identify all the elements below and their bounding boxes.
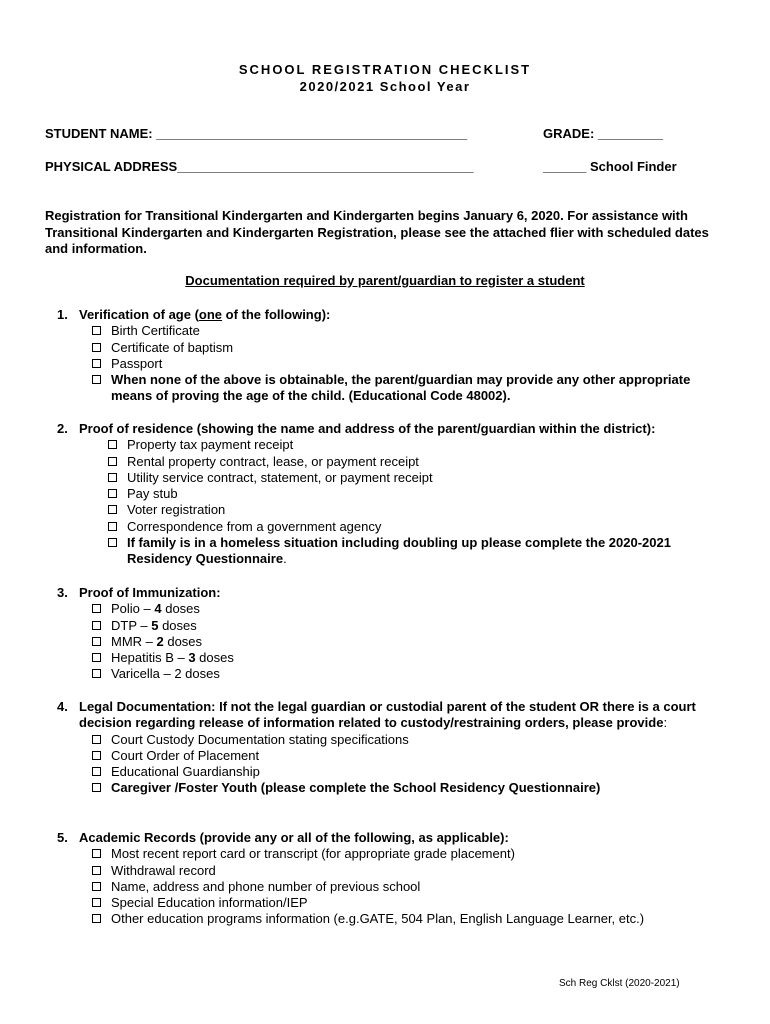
checkbox-icon[interactable] [92, 849, 101, 858]
documentation-heading: Documentation required by parent/guardian to register a student [185, 273, 585, 288]
section-title-b: of the following): [222, 307, 331, 322]
list-item [92, 666, 735, 682]
school-year: 2020/2021 School Year [299, 79, 471, 94]
list-item [92, 634, 735, 650]
section-heading [45, 830, 735, 846]
checkbox-icon[interactable] [92, 621, 101, 630]
item-label: Certificate of baptism [111, 339, 234, 355]
item-label: Utility service contract, statement, or payment receipt [127, 469, 433, 485]
section-title: Proof of Immunization: [79, 585, 221, 600]
checkbox-icon[interactable] [92, 735, 101, 744]
checkbox-icon[interactable] [92, 604, 101, 613]
section-title-text: Legal Documentation: If not the legal guardian or custodial parent of the student OR there is a court decision regarding release of information related to custody/restraining orders, please provide [79, 699, 696, 731]
student-name-field: STUDENT NAME: ___________________________________________ [45, 126, 468, 141]
item-period: . [283, 551, 287, 567]
section-immunization [45, 585, 735, 683]
vaccine-name: MMR – [111, 633, 157, 649]
checklist [92, 846, 735, 927]
list-item [92, 911, 735, 927]
checkbox-icon[interactable] [108, 440, 117, 449]
list-item [108, 502, 735, 518]
checkbox-icon[interactable] [92, 767, 101, 776]
list-item [92, 601, 735, 617]
section-title [79, 307, 735, 323]
checkbox-icon[interactable] [108, 473, 117, 482]
list-item [108, 486, 735, 502]
list-item [92, 650, 735, 666]
section-title: Academic Records (provide any or all of the following, as applicable): [79, 830, 509, 845]
item-label [111, 650, 234, 666]
list-item [92, 863, 735, 879]
dose-count: 4 [154, 601, 162, 617]
dose-count: 5 [151, 617, 159, 633]
item-label: Rental property contract, lease, or payment receipt [127, 453, 419, 469]
section-title [79, 699, 735, 732]
checkbox-icon[interactable] [108, 457, 117, 466]
item-label [111, 666, 220, 682]
section-title-a: Verification of age ( [79, 307, 199, 322]
section-number: 5. [57, 830, 68, 845]
item-label: Educational Guardianship [111, 764, 260, 780]
checkbox-icon[interactable] [92, 914, 101, 923]
section-number: 1. [57, 307, 68, 322]
checkbox-icon[interactable] [92, 343, 101, 352]
checkbox-icon[interactable] [92, 326, 101, 335]
checkbox-icon[interactable] [92, 898, 101, 907]
item-label: Court Custody Documentation stating specifications [111, 731, 409, 747]
section-title: Proof of residence (showing the name and address of the parent/guardian within the district): [79, 421, 656, 436]
registration-intro: Registration for Transitional Kindergarten and Kindergarten begins January 6, 2020. For assistance with Transitional Kindergarten and Kindergarten Registration, please see the attached flier with scheduled dates and information. [45, 208, 709, 256]
checkbox-icon[interactable] [92, 359, 101, 368]
item-label: Voter registration [127, 502, 226, 518]
dose-unit: doses [161, 601, 200, 617]
checklist [108, 437, 735, 567]
section-title-colon: : [663, 715, 668, 731]
item-label: Pay stub [127, 486, 178, 502]
section-residence [45, 421, 735, 568]
item-label [111, 601, 200, 617]
grade-field: GRADE: _________ [543, 126, 663, 141]
checkbox-icon[interactable] [92, 375, 101, 384]
list-item [92, 356, 735, 372]
list-item [92, 879, 735, 895]
checkbox-icon[interactable] [92, 653, 101, 662]
list-item [92, 895, 735, 911]
section-title-one: one [198, 307, 223, 322]
school-finder-field: ______ School Finder [543, 159, 677, 174]
checkbox-icon[interactable] [92, 783, 101, 792]
list-item [92, 372, 735, 405]
checklist [92, 323, 735, 404]
item-label [111, 634, 202, 650]
item-label [111, 618, 197, 634]
document-title: SCHOOL REGISTRATION CHECKLIST [238, 62, 532, 77]
list-item [92, 846, 735, 862]
list-item [108, 519, 735, 535]
checkbox-icon[interactable] [108, 489, 117, 498]
footer-code: Sch Reg Cklst (2020-2021) [559, 978, 680, 989]
section-number: 4. [57, 699, 68, 714]
item-label: Property tax payment receipt [127, 437, 294, 453]
item-label-wrap [127, 535, 735, 568]
vaccine-name: DTP – [111, 617, 152, 633]
list-item [108, 535, 735, 568]
dose-count: 2 [156, 633, 164, 649]
section-academic [45, 830, 735, 928]
list-item [92, 618, 735, 634]
checkbox-icon[interactable] [92, 669, 101, 678]
item-label: Most recent report card or transcript (for appropriate grade placement) [111, 846, 515, 862]
section-legal [45, 699, 735, 797]
dose-count: 3 [188, 650, 196, 666]
checkbox-icon[interactable] [92, 751, 101, 760]
checkbox-icon[interactable] [92, 637, 101, 646]
item-label: Caregiver /Foster Youth (please complete the School Residency Questionnaire) [111, 780, 601, 796]
checkbox-icon[interactable] [92, 866, 101, 875]
section-heading [45, 585, 735, 601]
dose-unit: doses [158, 617, 197, 633]
checklist [92, 732, 735, 797]
checkbox-icon[interactable] [108, 538, 117, 547]
dose-unit: doses [163, 633, 203, 649]
list-item [92, 323, 735, 339]
list-item [108, 437, 735, 453]
item-label: If family is in a homeless situation including doubling up please complete the 2020-2021 Residency Questionnaire [127, 535, 671, 567]
vaccine-name: Hepatitis B – [111, 650, 189, 666]
list-item [92, 780, 735, 796]
checkbox-icon[interactable] [92, 882, 101, 891]
checkbox-icon[interactable] [108, 522, 117, 531]
section-heading [45, 421, 735, 437]
item-label: Birth Certificate [111, 323, 200, 339]
physical-address-field: PHYSICAL ADDRESS_________________________________________ [45, 159, 474, 174]
section-heading [45, 307, 735, 323]
list-item [92, 764, 735, 780]
section-number: 2. [57, 421, 68, 436]
item-label: Withdrawal record [111, 862, 216, 878]
item-label: Correspondence from a government agency [127, 518, 382, 534]
checkbox-icon[interactable] [108, 505, 117, 514]
item-label: When none of the above is obtainable, the parent/guardian may provide any other appropriate means of proving the age of the child. (Educational Code 48002). [111, 372, 691, 404]
item-label: Name, address and phone number of previous school [111, 878, 421, 894]
section-age [45, 307, 735, 405]
list-item [92, 748, 735, 764]
vaccine-name: Polio – [111, 601, 155, 617]
item-label: Court Order of Placement [111, 747, 260, 763]
item-label: Passport [111, 355, 163, 371]
list-item [92, 340, 735, 356]
list-item [108, 454, 735, 470]
checklist [92, 601, 735, 682]
section-number: 3. [57, 585, 68, 600]
section-heading [45, 699, 735, 732]
item-label: Special Education information/IEP [111, 895, 308, 911]
vaccine-name: Varicella – 2 doses [111, 666, 220, 682]
dose-unit: doses [195, 650, 234, 666]
item-label: Other education programs information (e.g.GATE, 504 Plan, English Language Learner, etc.) [111, 911, 645, 927]
list-item [92, 732, 735, 748]
list-item [108, 470, 735, 486]
